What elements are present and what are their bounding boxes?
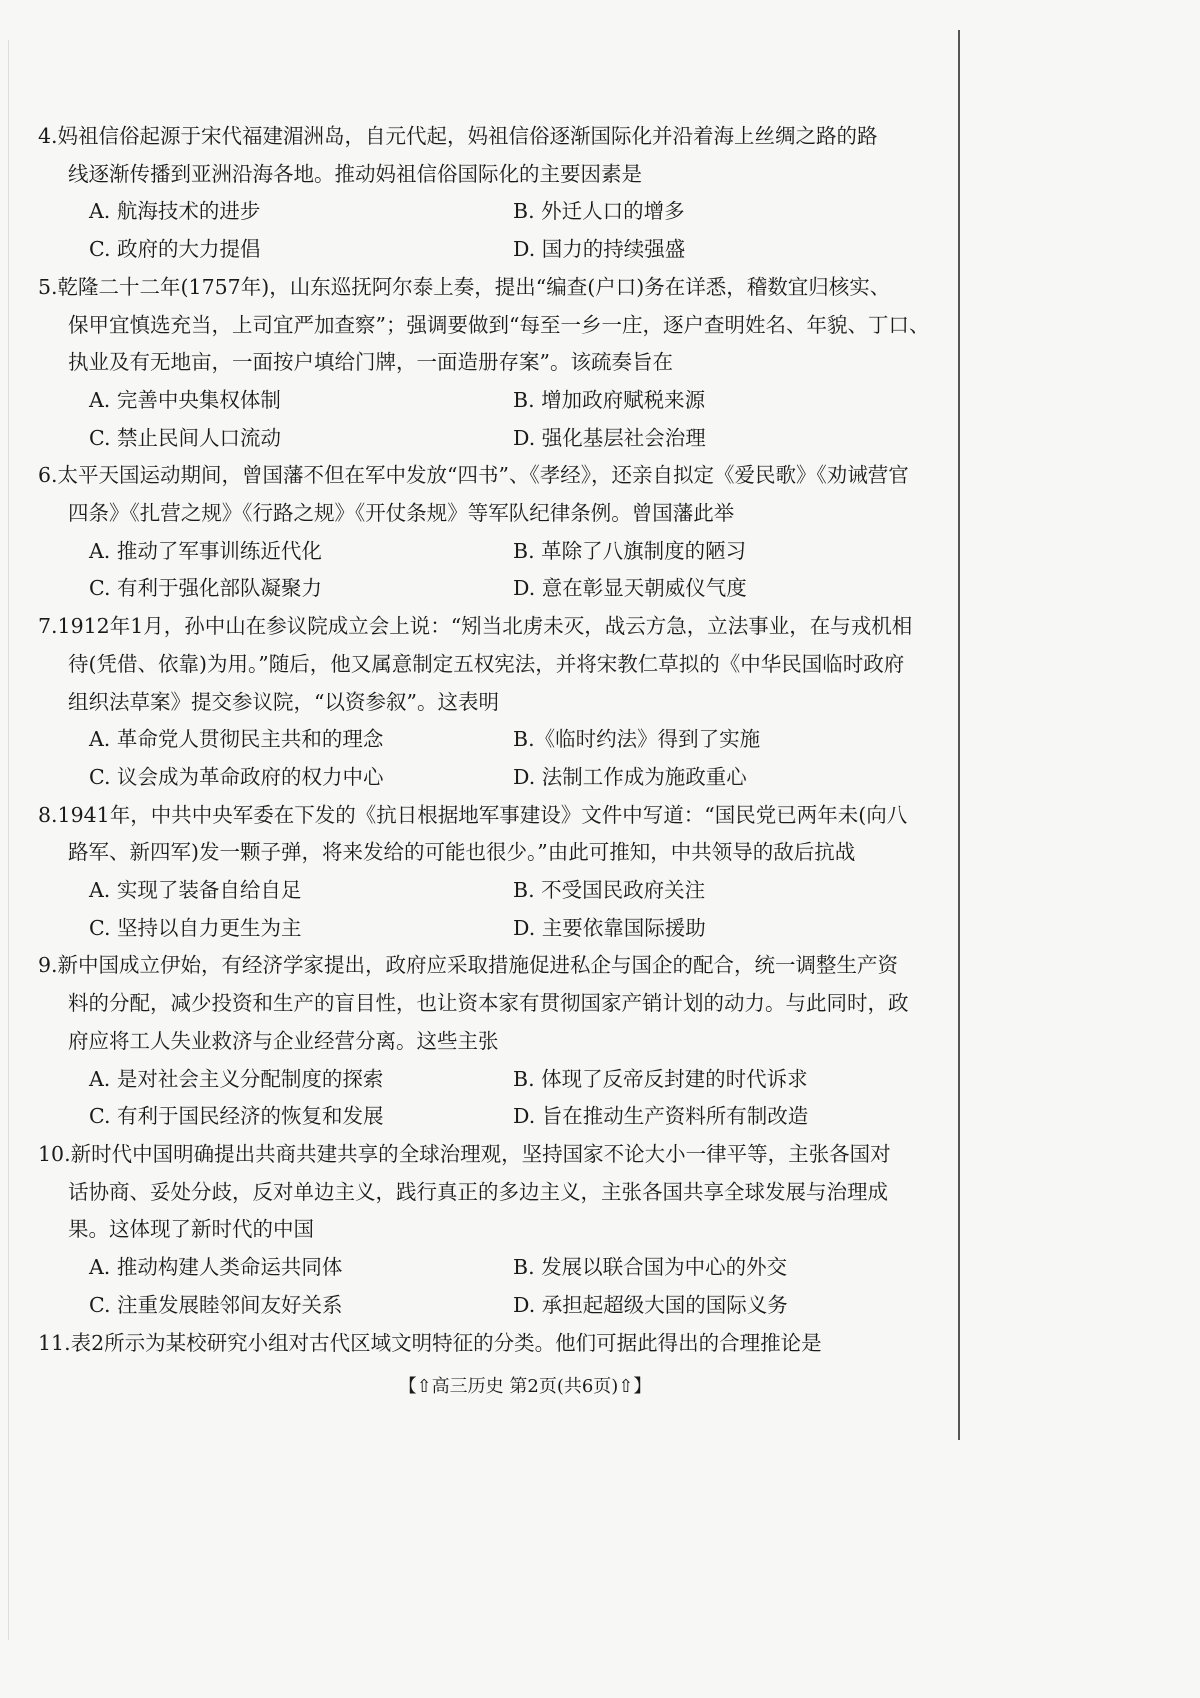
option-c: C. 政府的大力提倡 [89,237,261,262]
options-row [38,759,893,797]
question-8 [38,797,908,948]
option-c: C. 有利于国民经济的恢复和发展 [89,1104,384,1129]
option-a: A. 革命党人贯彻民主共和的理念 [89,727,384,752]
options-row [38,231,893,269]
left-margin-line [8,40,9,1640]
option-b: B. 不受国民政府关注 [513,878,706,903]
question-stem-line: 路军、新四军)发一颗子弹，将来发给的可能也很少。”由此可推知，中共领导的敌后抗战 [68,840,856,865]
options-row [38,872,893,910]
options-row [38,1098,893,1136]
option-c: C. 禁止民间人口流动 [89,425,281,450]
option-b: B. 发展以联合国为中心的外交 [513,1255,788,1280]
options-row [38,1061,893,1099]
option-c: C. 坚持以自力更生为主 [89,915,302,940]
option-c: C. 有利于强化部队凝聚力 [89,576,322,601]
option-a: A. 是对社会主义分配制度的探索 [89,1066,384,1091]
options-row [38,570,893,608]
option-d: D. 主要依靠国际援助 [513,915,706,940]
question-9 [38,947,909,1136]
question-list [38,118,930,1362]
binding-line [958,30,960,1440]
question-stem-line: 保甲宜慎选充当，上司宜严加查察”；强调要做到“每至一乡一庄，逐户查明姓名、年貌、丁口、 [68,312,930,337]
question-stem-line: 6.太平天国运动期间，曾国藩不但在军中发放“四书”、《孝经》，还亲自拟定《爱民歌》《劝诫营官 [38,463,909,488]
question-stem-line: 8.1941年，中共中央军委在下发的《抗日根据地军事建设》文件中写道：“国民党已两年未(向八 [38,802,908,827]
option-b: B. 体现了反帝反封建的时代诉求 [513,1066,808,1091]
question-stem-line: 线逐渐传播到亚洲沿海各地。推动妈祖信俗国际化的主要因素是 [68,161,642,186]
option-d: D. 意在彰显天朝威仪气度 [513,576,747,601]
question-stem-line: 果。这体现了新时代的中国 [68,1217,314,1242]
option-d: D. 旨在推动生产资料所有制改造 [513,1104,809,1129]
question-stem-line: 11.表2所示为某校研究小组对古代区域文明特征的分类。他们可据此得出的合理推论是 [38,1330,822,1355]
option-b: B.《临时约法》得到了实施 [513,727,761,752]
option-b: B. 增加政府赋税来源 [513,387,706,412]
option-a: A. 推动了军事训练近代化 [89,538,322,563]
option-d: D. 承担起超级大国的国际义务 [513,1292,788,1317]
question-stem-line: 待(凭借、依靠)为用。”随后，他又属意制定五权宪法，并将宋教仁草拟的《中华民国临时政府 [68,651,905,676]
options-row [38,382,893,420]
question-11 [38,1325,893,1363]
option-a: A. 航海技术的进步 [89,199,261,224]
footer-label: 【⇧高三历史 第2页(共6页)⇧】 [398,1376,652,1397]
question-stem-line: 组织法草案》提交参议院，“以资参叙”。这表明 [68,689,499,714]
question-stem-line: 9.新中国成立伊始，有经济学家提出，政府应采取措施促进私企与国企的配合，统一调整生产资 [38,953,899,978]
question-stem-line: 四条》《扎营之规》《行路之规》《开仗条规》等军队纪律条例。曾国藩此举 [68,501,735,526]
options-row [38,533,893,571]
page-footer [0,1372,1200,1398]
option-a: A. 完善中央集权体制 [89,387,281,412]
question-stem-line: 5.乾隆二十二年(1757年)，山东巡抚阿尔泰上奏，提出“编查(户口)务在详悉，稽数宜归核实、 [38,274,891,299]
option-d: D. 国力的持续强盛 [513,237,686,262]
question-6 [38,457,909,608]
question-stem-line: 料的分配，减少投资和生产的盲目性，也让资本家有贯彻国家产销计划的动力。与此同时，政 [68,991,909,1016]
question-stem-line: 话协商、妥处分歧，反对单边主义，践行真正的多边主义，主张各国共享全球发展与治理成 [68,1179,888,1204]
options-row [38,721,893,759]
option-a: A. 推动构建人类命运共同体 [89,1255,343,1280]
options-row [38,910,893,948]
question-7 [38,608,913,797]
question-10 [38,1136,893,1325]
option-c: C. 议会成为革命政府的权力中心 [89,764,384,789]
option-d: D. 法制工作成为施政重心 [513,764,747,789]
options-row [38,420,893,458]
question-stem-line: 10.新时代中国明确提出共商共建共享的全球治理观，坚持国家不论大小一律平等，主张各国对 [38,1141,891,1166]
question-stem-line: 执业及有无地亩，一面按户填给门牌，一面造册存案”。该疏奏旨在 [68,350,673,375]
question-4 [38,118,893,269]
options-row [38,193,893,231]
options-row [38,1249,893,1287]
question-stem-line: 7.1912年1月，孙中山在参议院成立会上说：“矧当北虏未灭，战云方急，立法事业，在与戎机相 [38,614,913,639]
question-5 [38,269,930,458]
option-c: C. 注重发展睦邻间友好关系 [89,1292,343,1317]
options-row [38,1287,893,1325]
option-b: B. 外迁人口的增多 [513,199,685,224]
option-a: A. 实现了装备自给自足 [89,878,302,903]
question-stem-line: 4.妈祖信俗起源于宋代福建湄洲岛，自元代起，妈祖信俗逐渐国际化并沿着海上丝绸之路的路 [38,124,878,148]
question-stem-line: 府应将工人失业救济与企业经营分离。这些主张 [68,1028,499,1053]
option-d: D. 强化基层社会治理 [513,425,706,450]
option-b: B. 革除了八旗制度的陋习 [513,538,747,563]
